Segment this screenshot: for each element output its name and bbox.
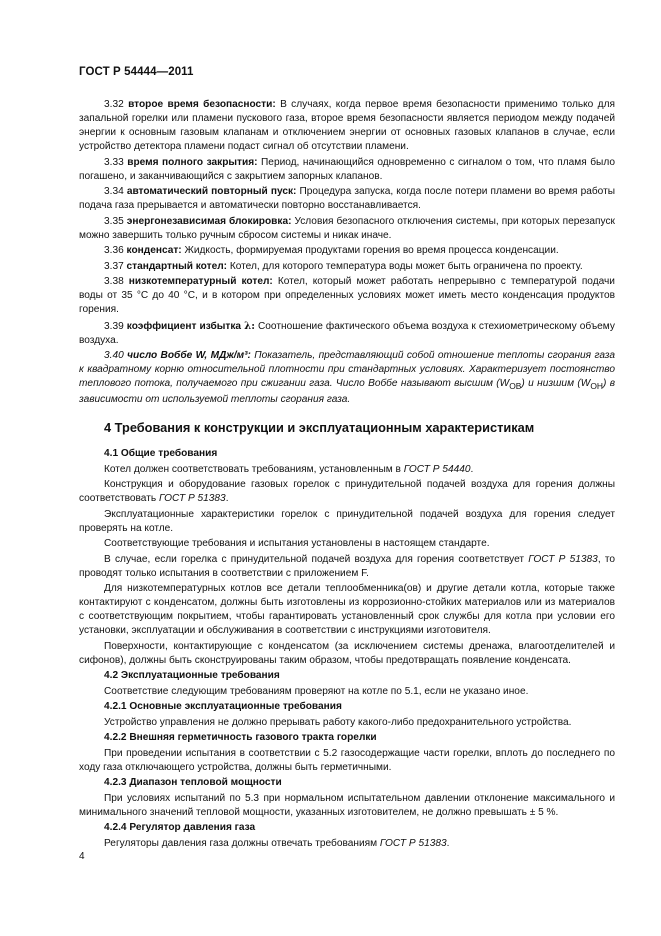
document-header: ГОСТ Р 54444—2011 (79, 66, 194, 78)
term-3-33: 3.33 время полного закрытия: Период, начинающийся одновременно с сигналом о том, что пламя было погашено, и заканчивающийся с закрытием запорных клапанов. (79, 156, 615, 182)
term-name: число Воббе W, МДж/м³: (127, 350, 251, 361)
standard-reference: ГОСТ Р 51383 (158, 493, 226, 505)
term-name: низкотемпературный котел: (128, 276, 273, 287)
term-name: энергонезависимая блокировка: (126, 215, 292, 227)
standard-reference: ГОСТ Р 51383 (379, 837, 447, 849)
term-name: автоматический повторный пуск: (126, 186, 297, 197)
standard-reference: ГОСТ Р 51383 (528, 553, 598, 565)
term-3-36: 3.36 конденсат: Жидкость, формируемая продуктами горения во время процесса конденсации. (104, 245, 559, 256)
paragraph: Эксплуатационные характеристики горелок с принудительной подачей воздуха для горения следует проверять на котле. (79, 508, 615, 534)
term-name: коэффициент избытка (126, 320, 242, 332)
subsection-4-2-title: 4.2 Эксплуатационные требования (104, 670, 280, 682)
term-3-35: 3.35 энергонезависимая блокировка: Условия безопасного отключения системы, при которых перезапуск можно завершить только ручным сбросом системы и никак иначе. (79, 215, 615, 241)
paragraph: В случае, если горелка с принудительной подачей воздуха для горения соответствует ГОСТ Р 51383, то проводят только испытания в соответствии с приложением F. (79, 553, 616, 579)
section-4-title: 4 Требования к конструкции и эксплуатационным характеристикам (104, 420, 535, 436)
subsection-4-2-1-title: 4.2.1 Основные эксплуатационные требования (104, 701, 342, 713)
paragraph: Для низкотемпературных котлов все детали теплообменника(ов) и другие детали котла, которые также контактируют с конденсатом, должны быть изготовлены из коррозионно-стойких материалов или из материалов с соответствующим покрытием, чтобы гарантировать установленный срок службы для котла при условии его установки, эксплуатации и обслуживания в соответствии с инструкциями изготовителя. (79, 583, 615, 637)
page-content (79, 98, 615, 851)
paragraph: При проведении испытания в соответствии с 5.2 газосодержащие части горелки, вплоть до последнего по ходу газа отключающего устройства, должны быть герметичными. (79, 747, 615, 773)
term-name: второе время безопасности: (128, 99, 276, 110)
paragraph: При условиях испытаний по 5.3 при нормальном испытательном давлении отклонение максимального и минимального значений тепловой мощности, указанных изготовителем, не должно превышать ± 5 %. (79, 792, 615, 818)
subsection-4-2-2-title: 4.2.2 Внешняя герметичность газового тракта горелки (104, 732, 377, 744)
paragraph: Соответствие следующим требованиям проверяют на котле по 5.1, если не указано иное. (104, 685, 529, 697)
paragraph: Котел должен соответствовать требованиям, установленным в ГОСТ Р 54440. (104, 463, 474, 475)
term-3-34: 3.34 автоматический повторный пуск: Процедура запуска, когда после потери пламени во время работы подача газа прерывается и автоматически повторно восстанавливается. (79, 186, 615, 211)
term-name: время полного закрытия: (127, 156, 258, 168)
term-3-39: 3.39 коэффициент избытка λ: Соотношение фактического объема воздуха к стехиометрическому объему воздуха. (79, 319, 615, 346)
term-3-32: 3.32 второе время безопасности: В случаях, когда первое время безопасности применимо только для запальной горелки или пламени пускового газа, второе время безопасности является периодом между подачей энергии к основным газовым клапанам и отключением энергии от основных газовых клапанов в случае, если устройство детектора пламени подаст сигнал об отсутствии пламени. (79, 99, 615, 152)
term-name: стандартный котел: (126, 260, 228, 272)
subsection-4-1-title: 4.1 Общие требования (104, 448, 218, 460)
subsection-4-2-4-title: 4.2.4 Регулятор давления газа (104, 822, 256, 834)
page-number: 4 (79, 851, 85, 862)
term-3-40: 3.40 число Воббе W, МДж/м³: Показатель, представляющий собой отношение теплоты сгорания газа к квадратному корню относительной плотности при стандартных условиях. Характеризует постоянство теплового потока, получаемого при сжигании газа. Число Воббе называют высшим $(W_{ОВ})$ и низшим $(W_{ОН})$ в зависимости от используемой теплоты сгорания газа. (79, 350, 615, 406)
paragraph: Поверхности, контактирующие с конденсатом (за исключением системы дренажа, влагоотделителей и сифонов), должны быть сконструированы таким образом, чтобы предотвращать появление конденсата. (79, 640, 615, 666)
standard-reference: ГОСТ Р 54440 (403, 463, 471, 475)
paragraph: Регуляторы давления газа должны отвечать требованиям ГОСТ Р 51383. (104, 837, 450, 849)
term-3-38: 3.38 низкотемпературный котел: Котел, который может работать непрерывно с температурой подачи воды от 35 °С до 40 °С, и в котором при определенных условиях может иметь место конденсация продуктов горения. (79, 276, 615, 315)
lambda-symbol: λ: (244, 319, 255, 332)
paragraph: Устройство управления не должно прерывать работу какого-либо предохранительного устройства. (104, 716, 572, 728)
term-3-37: 3.37 стандартный котел: Котел, для которого температура воды может быть ограничена по проекту. (104, 260, 583, 272)
subsection-4-2-3-title: 4.2.3 Диапазон тепловой мощности (104, 777, 282, 789)
paragraph: Соответствующие требования и испытания установлены в настоящем стандарте. (104, 538, 490, 550)
subscript-high: ОВ (509, 381, 522, 392)
subscript-low: ОН (590, 381, 603, 392)
term-name: конденсат: (126, 245, 182, 256)
paragraph: Конструкция и оборудование газовых горелок с принудительной подачей воздуха для горения должны соответствовать ГОСТ Р 51383. (79, 479, 615, 505)
